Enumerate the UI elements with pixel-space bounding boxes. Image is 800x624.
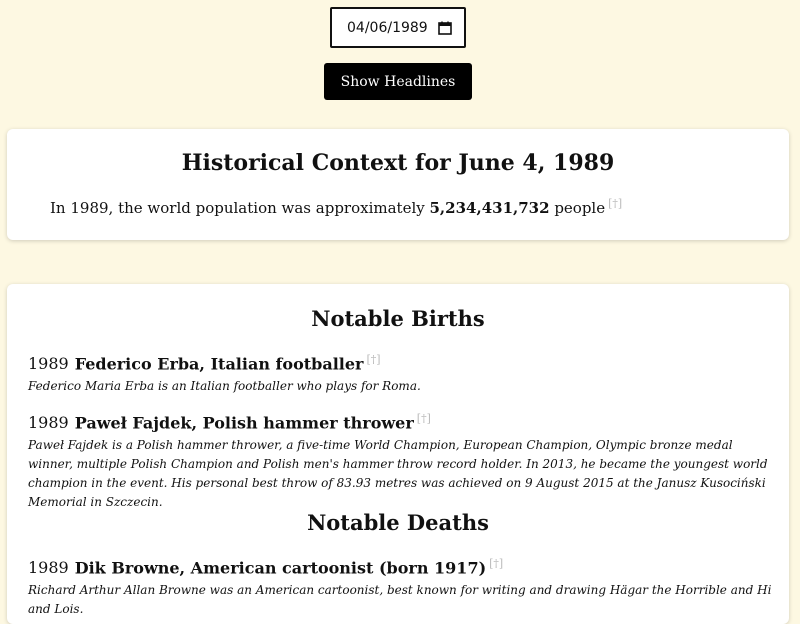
deaths-title: Notable Deaths	[307, 510, 489, 535]
event-title: Paweł Fajdek, Polish hammer thrower	[74, 413, 414, 433]
birth-item	[28, 409, 773, 512]
event-ref-link[interactable]: [†]	[366, 353, 381, 366]
birth-item-head	[28, 409, 773, 433]
population-value: 5,234,431,732	[429, 199, 550, 217]
death-item-head	[28, 554, 773, 578]
event-title: Dik Browne, American cartoonist (born 1917)	[74, 558, 487, 578]
event-ref-link[interactable]: [†]	[489, 557, 504, 570]
births-title: Notable Births	[311, 306, 485, 331]
context-text-suffix: people	[549, 199, 606, 217]
top-controls	[0, 0, 800, 110]
context-text-prefix: In 1989, the world population was approximately	[50, 199, 430, 217]
date-value: 04/06/1989	[347, 19, 428, 36]
historical-context-card	[7, 129, 789, 240]
event-ref-link[interactable]: [†]	[416, 412, 431, 425]
death-item	[28, 554, 773, 619]
birth-item	[28, 350, 773, 396]
event-description: Richard Arthur Allan Browne was an American cartoonist, best known for writing and drawing Hägar the Horrible and Hi and Lois.	[28, 583, 772, 617]
context-text	[50, 197, 622, 217]
event-description: Federico Maria Erba is an Italian footballer who plays for Roma.	[28, 379, 421, 394]
event-year: 1989	[28, 558, 69, 578]
context-ref-link[interactable]: [†]	[608, 197, 623, 210]
date-input[interactable]	[330, 7, 466, 48]
show-headlines-button[interactable]: Show Headlines	[324, 63, 472, 100]
event-year: 1989	[28, 354, 69, 374]
birth-item-head	[28, 350, 773, 374]
context-title: Historical Context for June 4, 1989	[181, 150, 615, 176]
event-year: 1989	[28, 413, 69, 433]
event-description: Paweł Fajdek is a Polish hammer thrower, a five-time World Champion, European Champion, Olympic bronze medal winner, multiple Polish Champion and Polish men's hammer throw record holder. In 2013, he became the youngest world champion in the event. His personal best throw of 83.93 metres was achieved on 9 August 2015 at the Janusz Kusociński Memorial in Szczecin.	[28, 438, 768, 510]
calendar-icon[interactable]	[438, 21, 452, 35]
events-card	[7, 284, 789, 624]
event-title: Federico Erba, Italian footballer	[74, 354, 364, 374]
